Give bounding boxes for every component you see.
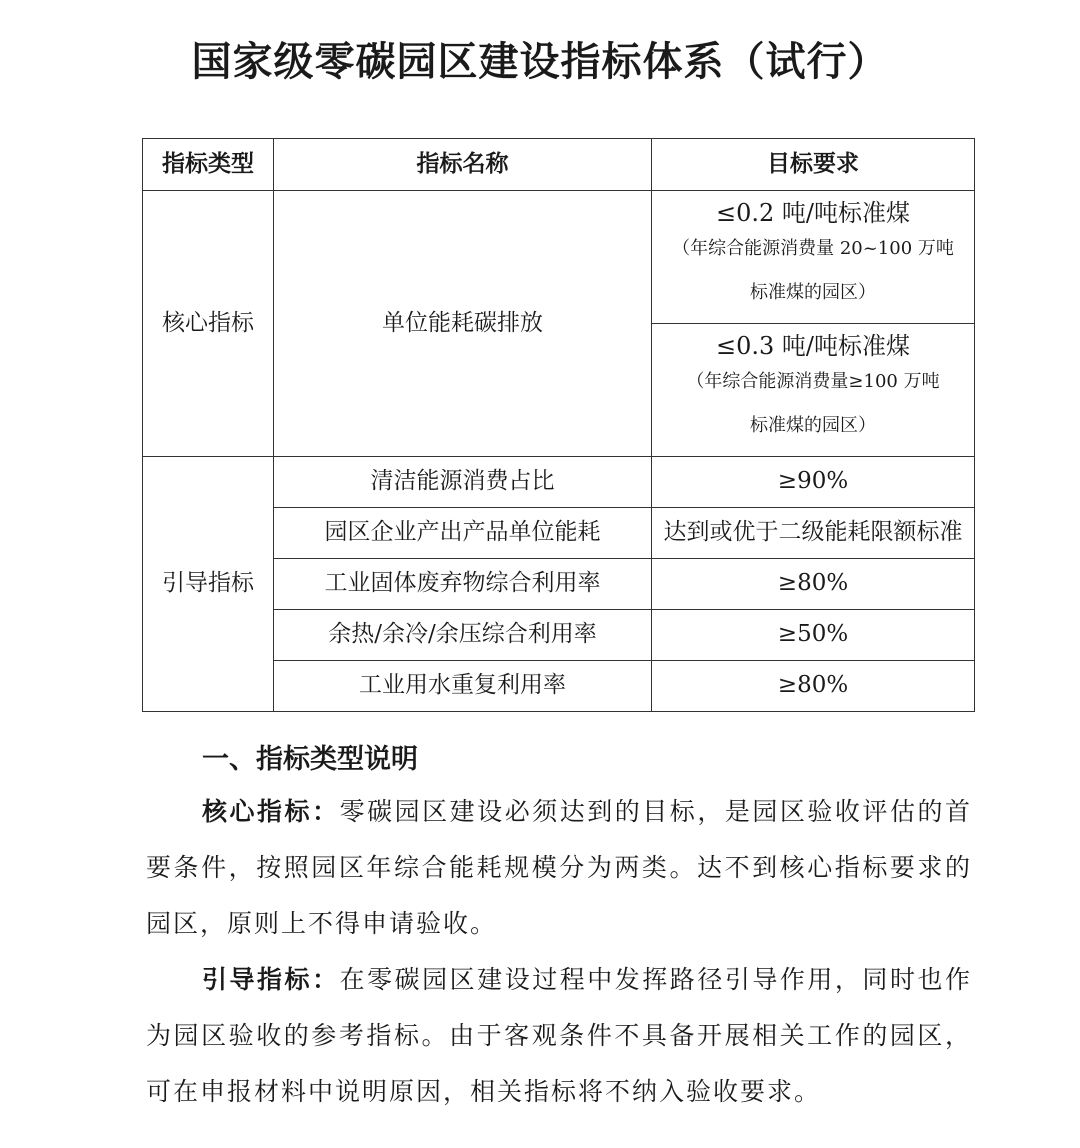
core-target-cell-2: [652, 324, 975, 457]
guide-type-cell: 引导指标: [143, 457, 274, 712]
table-row: [143, 457, 975, 508]
paragraph-lead: 核心指标：: [202, 797, 340, 826]
core-target-note: 标准煤的园区）: [750, 415, 876, 437]
guide-target-cell: 达到或优于二级能耗限额标准: [652, 508, 975, 559]
page-title: 国家级零碳园区建设指标体系（试行）: [191, 39, 889, 85]
guide-name-cell: 余热/余冷/余压综合利用率: [274, 610, 652, 661]
guide-target-cell: ≥80%: [652, 661, 975, 712]
table-row: [143, 191, 975, 324]
guide-name-cell: 工业固体废弃物综合利用率: [274, 559, 652, 610]
core-target-value: ≤0.2 吨/吨标准煤: [716, 198, 910, 227]
guide-target-cell: ≥80%: [652, 559, 975, 610]
header-name: 指标名称: [274, 139, 652, 191]
section-heading: 一、指标类型说明: [202, 744, 418, 775]
core-target-note: （年综合能源消费量 20~100 万吨: [672, 238, 954, 260]
guide-name-cell: 清洁能源消费占比: [274, 457, 652, 508]
indicator-table: [142, 138, 975, 712]
paragraph-text: 零碳园区建设必须达到的目标，是园区验收评估的首要条件，按照园区年综合能耗规模分为两类。达不到核心指标要求的园区，原则上不得申请验收。: [146, 797, 972, 938]
header-target: 目标要求: [652, 139, 975, 191]
core-target-cell-1: [652, 191, 975, 324]
core-target-value: ≤0.3 吨/吨标准煤: [716, 331, 910, 360]
guide-name-cell: 园区企业产出产品单位能耗: [274, 508, 652, 559]
guide-target-cell: ≥90%: [652, 457, 975, 508]
guide-indicator-paragraph: [146, 952, 972, 1120]
core-target-note: （年综合能源消费量≥100 万吨: [686, 371, 940, 393]
guide-name-cell: 工业用水重复利用率: [274, 661, 652, 712]
paragraph-lead: 引导指标：: [202, 965, 340, 994]
header-type: 指标类型: [143, 139, 274, 191]
core-target-note: 标准煤的园区）: [750, 282, 876, 304]
core-type-cell: 核心指标: [143, 191, 274, 457]
guide-target-cell: ≥50%: [652, 610, 975, 661]
paragraph-text: 在零碳园区建设过程中发挥路径引导作用，同时也作为园区验收的参考指标。由于客观条件不具备开展相关工作的园区，可在申报材料中说明原因，相关指标将不纳入验收要求。: [146, 965, 972, 1106]
core-indicator-paragraph: [146, 784, 972, 952]
core-name-cell: 单位能耗碳排放: [274, 191, 652, 457]
table-header-row: [143, 139, 975, 191]
